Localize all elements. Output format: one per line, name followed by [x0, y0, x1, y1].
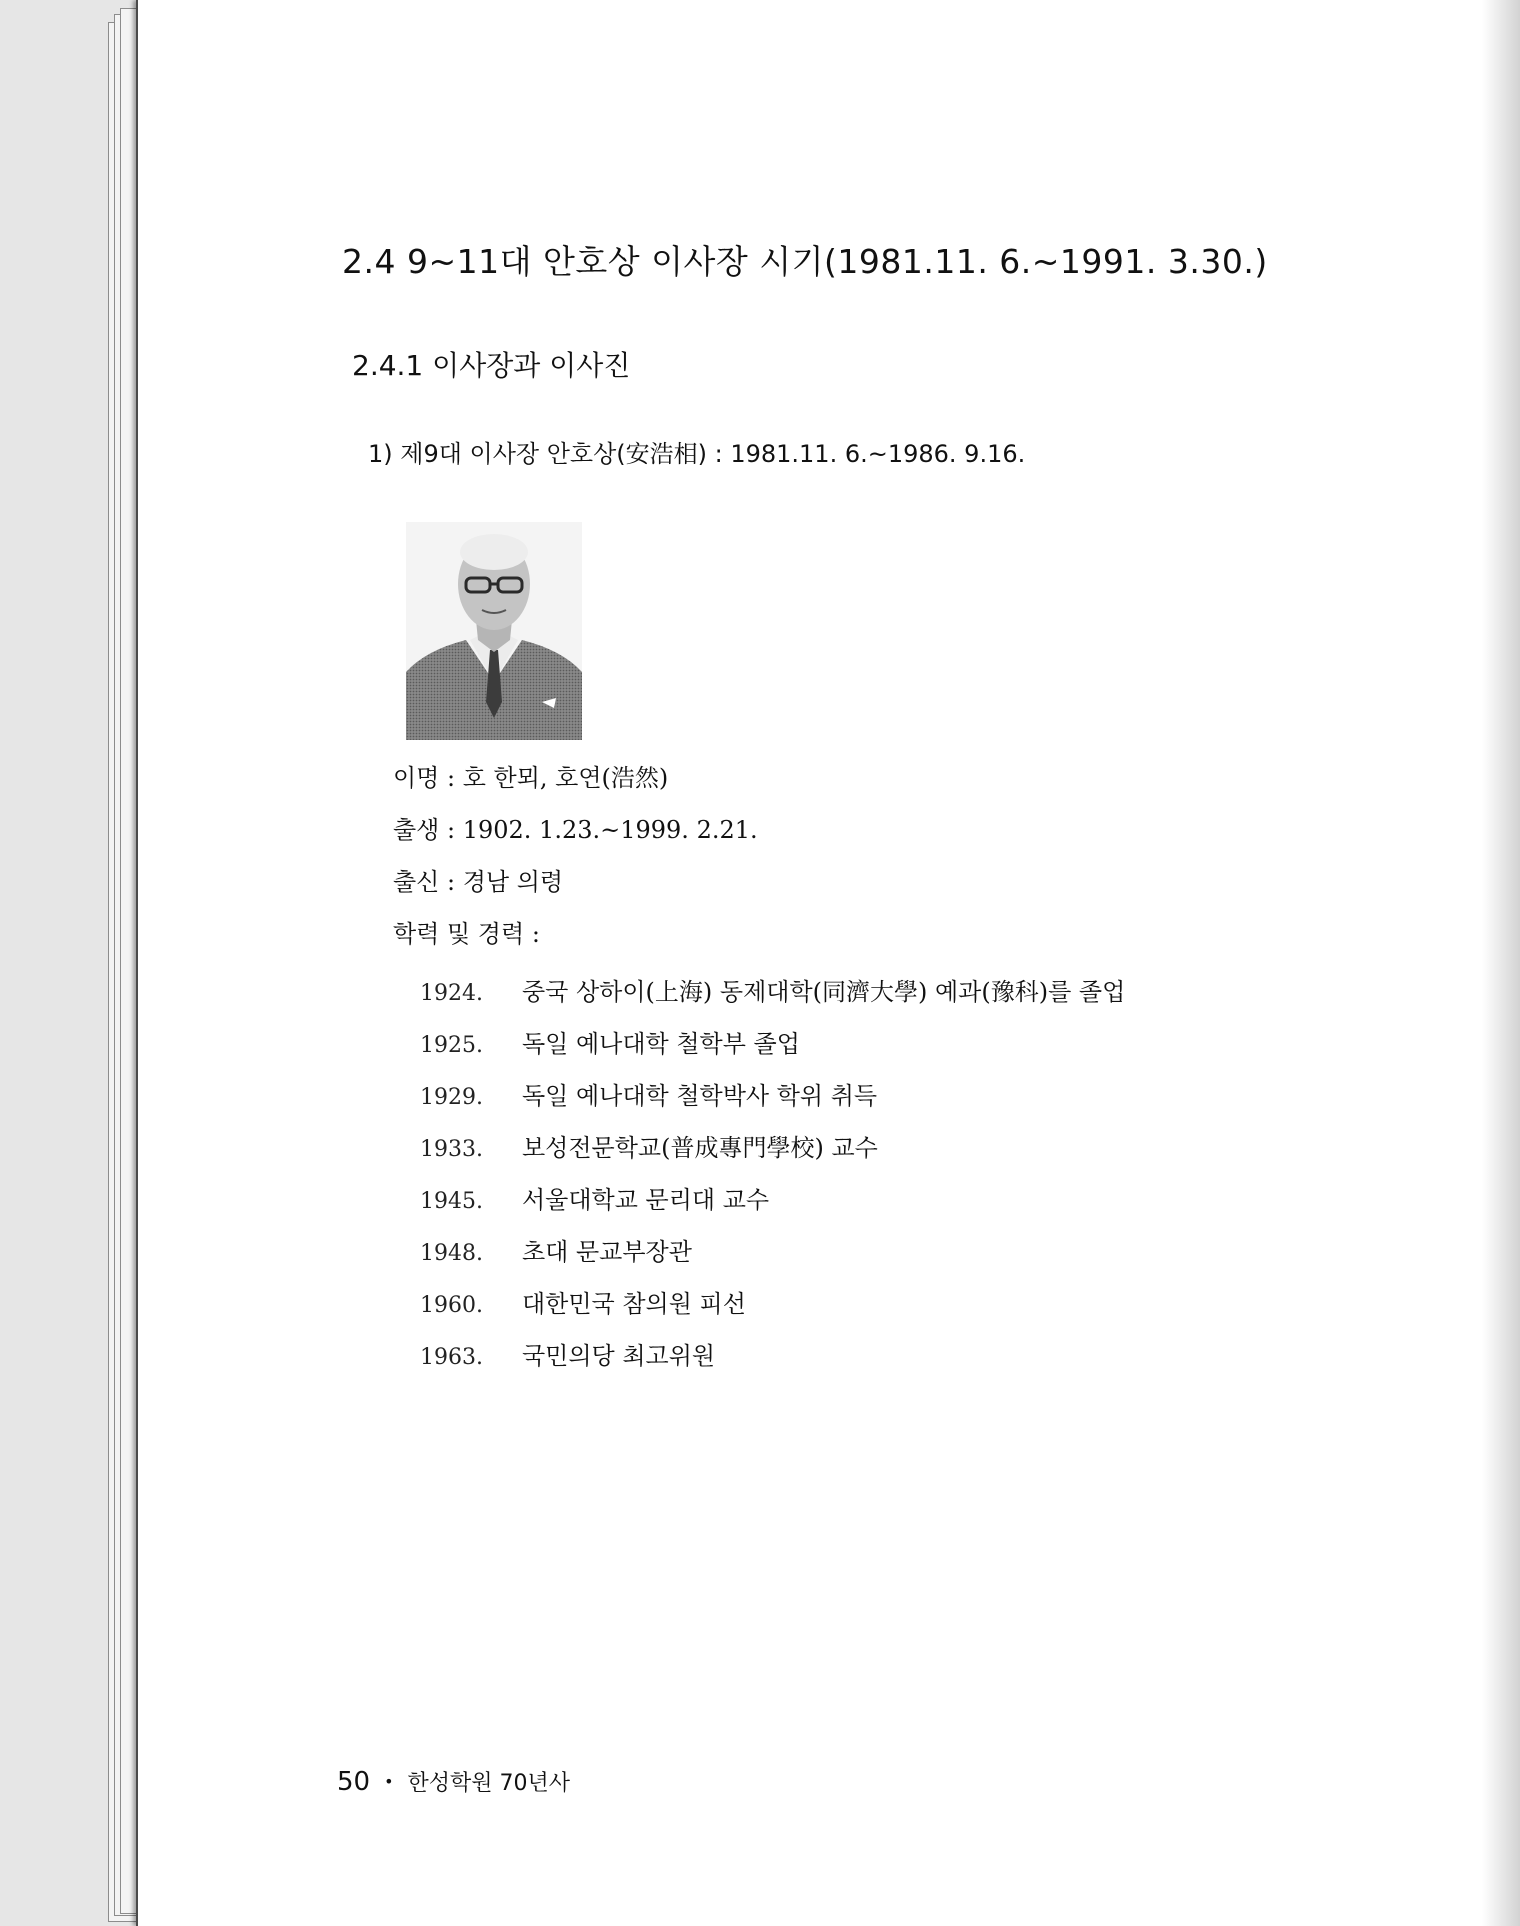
career-row: 1945. 서울대학교 문리대 교수	[420, 1186, 770, 1214]
page-number: 50	[337, 1767, 371, 1797]
item-heading: 1) 제9대 이사장 안호상(安浩相) : 1981.11. 6.~1986. 9.16.	[368, 440, 1026, 468]
bullet-icon: •	[384, 1772, 394, 1791]
career-row: 1924. 중국 상하이(上海) 동제대학(同濟大學) 예과(豫科)를 졸업	[420, 978, 1126, 1006]
portrait-illustration	[406, 522, 582, 740]
page-footer	[337, 1766, 570, 1797]
profile-alias: 이명 : 호 한뫼, 호연(浩然)	[393, 764, 669, 792]
profile-birth: 출생 : 1902. 1.23.~1999. 2.21.	[393, 816, 758, 844]
section-title: 2.4 9~11대 안호상 이사장 시기(1981.11. 6.~1991. 3.30.)	[342, 242, 1268, 281]
career-row: 1933. 보성전문학교(普成專門學校) 교수	[420, 1134, 878, 1162]
subsection-title: 2.4.1 이사장과 이사진	[352, 349, 631, 382]
career-row: 1925. 독일 예나대학 철학부 졸업	[420, 1030, 800, 1058]
career-row: 1960. 대한민국 참의원 피선	[420, 1290, 746, 1318]
career-row: 1948. 초대 문교부장관	[420, 1238, 692, 1266]
portrait-photo	[406, 522, 582, 740]
profile-career-label: 학력 및 경력 :	[393, 920, 540, 948]
career-row: 1963. 국민의당 최고위원	[420, 1342, 716, 1370]
document-page	[136, 0, 1520, 1926]
career-row: 1929. 독일 예나대학 철학박사 학위 취득	[420, 1082, 878, 1110]
book-title: 한성학원 70년사	[407, 1771, 571, 1796]
profile-origin: 출신 : 경남 의령	[393, 868, 564, 896]
